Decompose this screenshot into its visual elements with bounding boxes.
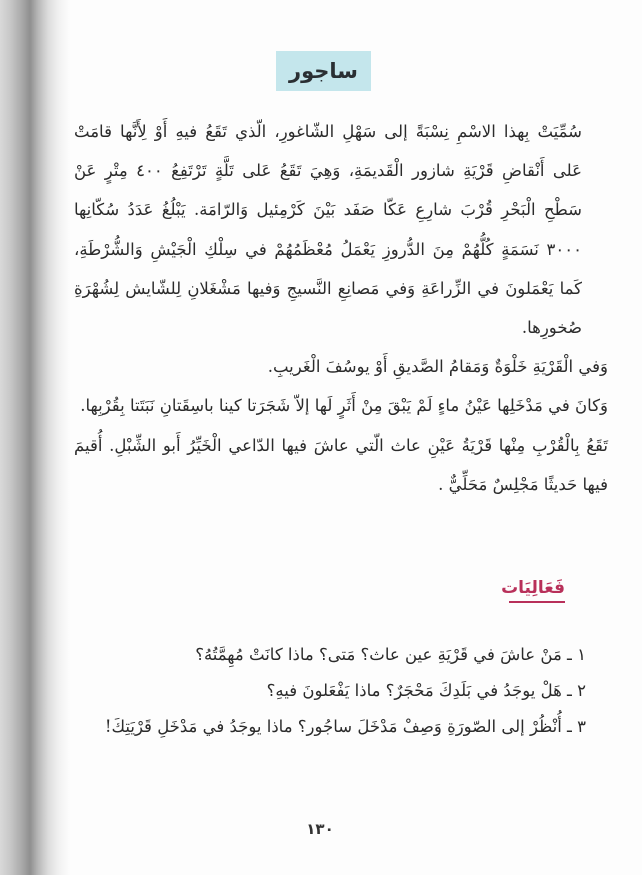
paragraph: وَكانَ في مَدْخَلِها عَيْنُ ماءٍ لَمْ يَبْقَ مِنْ أَثَرٍ لَها إلاّ شَجَرَتا كينا باسِقَتانِ نَبَتَتا بِقُرْبِها. xyxy=(80,396,608,416)
questions-list xyxy=(74,637,602,745)
question-item: ٢ ـ هَلْ يوجَدُ في بَلَدِكَ مَحْجَرٌ؟ ماذا يَفْعَلونَ فيهِ؟ xyxy=(266,681,586,700)
paragraph: وَفي الْقَرْيَةِ خَلْوَةٌ وَمَقامُ الصَّديقِ أَوْ يوسُفَ الْغَريبِ. xyxy=(267,357,608,377)
title-box xyxy=(276,51,371,91)
paragraph: تَقَعُ بِالْقُرْبِ مِنْها قَرْيَةُ عَيْنِ عاث الّتي عاشَ فيها الدّاعي الْخَيِّرُ أَبو الشِّبْلِ. أُقيمَ فيها حَديثًا مَجْلِسٌ مَحَلِّيٌّ . xyxy=(74,435,608,494)
page-title: ساجور xyxy=(289,59,358,83)
activities-heading-label: فَعَالِيَات xyxy=(509,578,565,603)
question-item: ٣ ـ أُنْظُرْ إلى الصّورَةِ وَصِفْ مَدْخَلَ ساجُور؟ ماذا يوجَدُ في مَدْخَلِ قَرْيَتِكَ! xyxy=(104,717,586,736)
paragraph: سُمِّيَتْ بِهذا الاسْمِ نِسْبَةً إلى سَهْلِ الشّاغورِ، الّذي تَقَعُ فيهِ أَوْ لِأَنَّها قامَتْ عَلى أَنْقاضِ قَرْيَةِ شازور الْقَديمَةِ، وَهِيَ تَقَعُ عَلى تَلَّةٍ تَرْتَفِعُ ٤٠٠ مِتْرٍ عَنْ سَطْحِ الْبَحْرِ قُرْبَ شارِعِ عَكّا صَفَد بَيْنَ كَرْمِئيل وَالرّامَة. يَبْلُغُ عَدَدُ سُكّانِها ٣٠٠٠ نَسَمَةٍ كُلُّهُمْ مِنَ الدُّروزِ يَعْمَلُ مُعْظَمُهُمْ في سِلْكِ الْجَيْشِ وَالشُّرْطَةِ، كَما يَعْمَلونَ في الزِّراعَةِ وَفي مَصانِعِ النَّسيجِ وَفيها مَشْغَلانِ لِلشّايش لِشُهْرَةِ صُخورِها. xyxy=(74,122,582,338)
question-item: ١ ـ مَنْ عاشَ في قَرْيَةِ عين عاث؟ مَتى؟ ماذا كانَتْ مُهِمَّتُهُ؟ xyxy=(195,645,586,664)
page-number: ١٣٠ xyxy=(306,820,334,838)
activities-heading xyxy=(455,578,565,603)
body-text xyxy=(74,112,608,504)
